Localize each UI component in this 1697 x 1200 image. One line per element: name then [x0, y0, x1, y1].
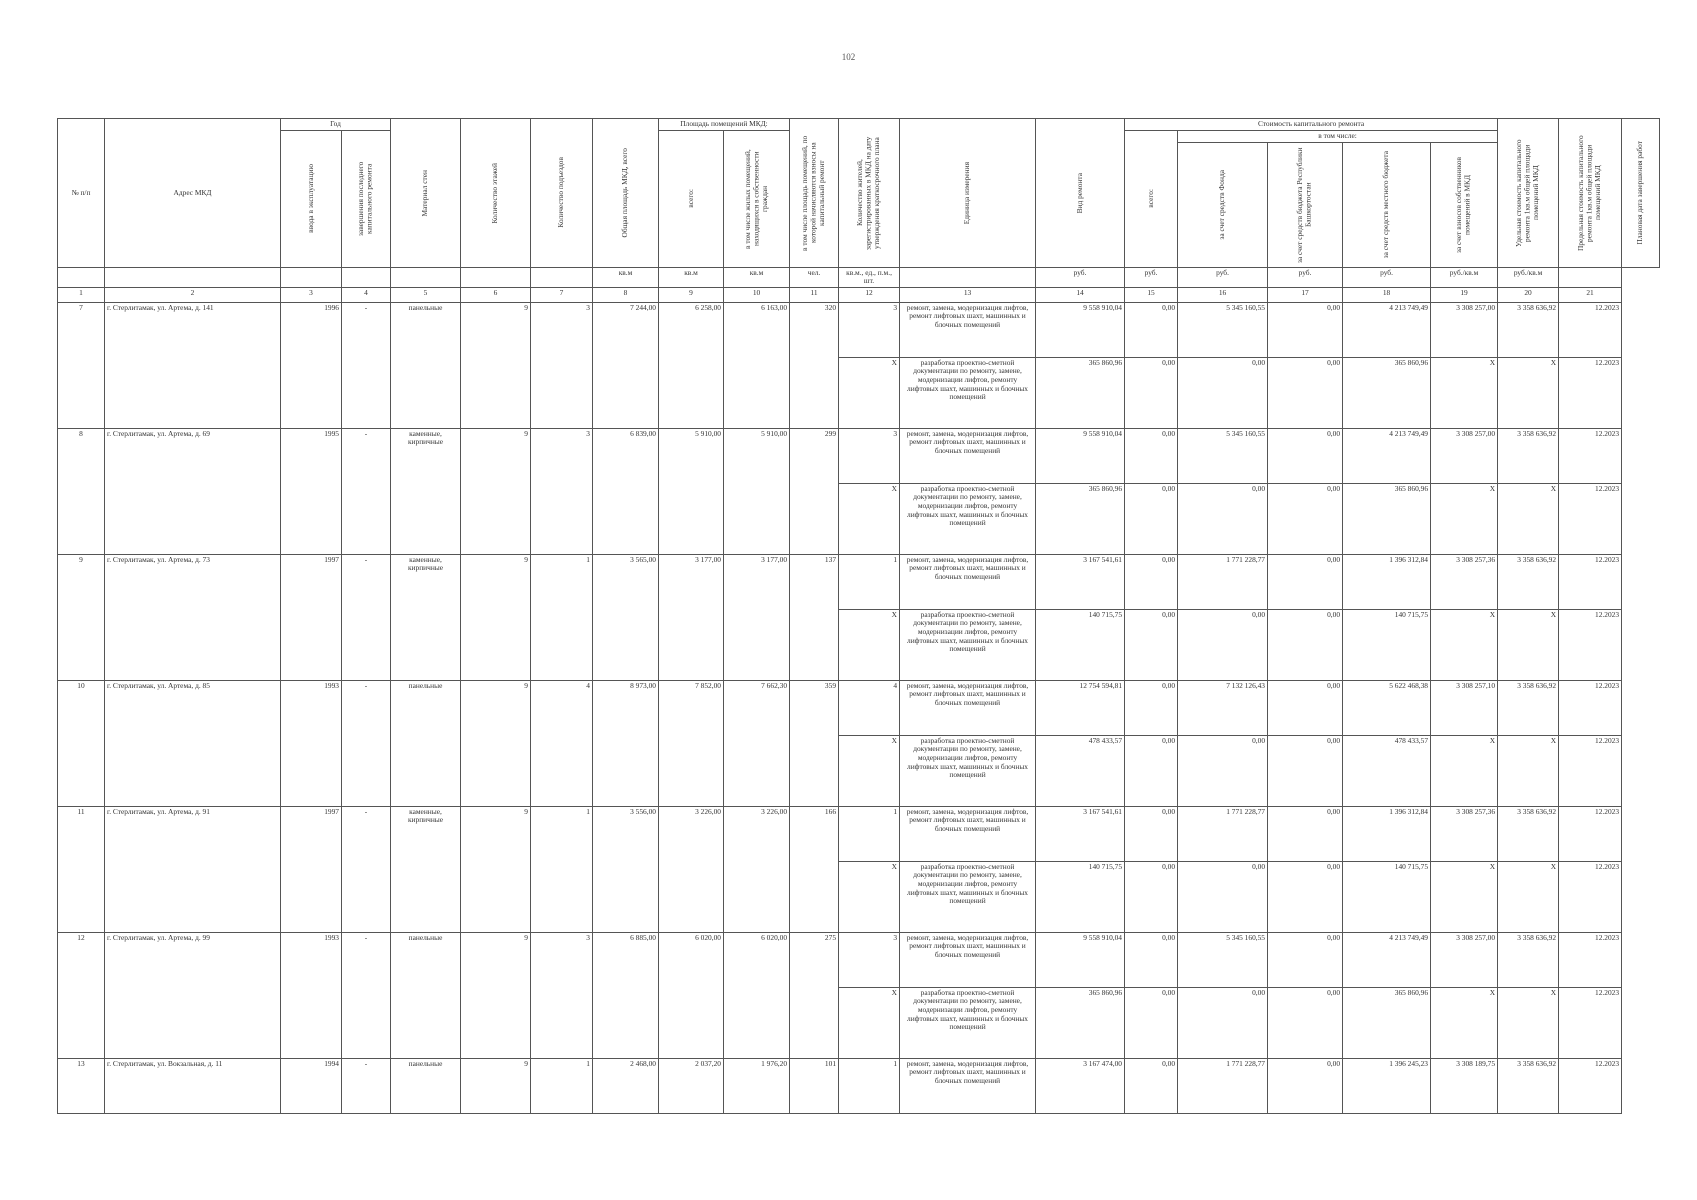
table-cell: 0,00 — [1268, 428, 1343, 483]
table-cell: 1 — [531, 554, 593, 680]
table-cell — [105, 267, 281, 287]
table-cell: 140 715,75 — [1036, 861, 1125, 932]
table-cell: 0,00 — [1268, 357, 1343, 428]
table-row — [58, 680, 1660, 735]
table-cell: 7 132 126,43 — [1178, 680, 1268, 735]
table-cell: ремонт, замена, модернизация лифтов, ремонт лифтовых шахт, машинных и блочных помещений — [900, 428, 1036, 483]
column-numbers-row — [58, 287, 1660, 302]
table-cell: 1 — [531, 1058, 593, 1113]
table-cell: X — [1431, 735, 1498, 806]
table-cell: 9 — [461, 680, 531, 806]
table-cell: 3 308 189,75 — [1431, 1058, 1498, 1113]
table-cell: г. Стерлитамак, ул. Артема, д. 91 — [105, 806, 281, 932]
header-floors: Количество этажей — [461, 119, 531, 268]
table-cell: 101 — [790, 1058, 839, 1113]
table-cell: - — [342, 302, 391, 428]
table-cell: X — [839, 357, 900, 428]
table-cell: 4 213 749,49 — [1343, 302, 1431, 357]
table-cell: X — [1498, 483, 1559, 554]
table-cell: панельные — [391, 680, 461, 806]
table-cell: 13 — [900, 287, 1036, 302]
table-cell: 7 852,00 — [659, 680, 724, 806]
table-cell: 3 358 636,92 — [1498, 932, 1559, 987]
table-cell: 137 — [790, 554, 839, 680]
table-cell: - — [342, 806, 391, 932]
table-cell: ремонт, замена, модернизация лифтов, ремонт лифтовых шахт, машинных и блочных помещений — [900, 680, 1036, 735]
table-cell: 1993 — [281, 680, 342, 806]
table-cell: 12.2023 — [1559, 861, 1622, 932]
table-cell: 12 — [839, 287, 900, 302]
table-cell: 6 258,00 — [659, 302, 724, 428]
header-max-cost: Предельная стоимость капитального ремонта 1кв.м общей площади помещений МКД — [1559, 119, 1622, 268]
table-cell: 478 433,57 — [1036, 735, 1125, 806]
table-cell: 7 662,30 — [724, 680, 790, 806]
table-cell: 15 — [1125, 287, 1178, 302]
table-cell: 0,00 — [1268, 735, 1343, 806]
table-cell: 3 565,00 — [593, 554, 659, 680]
table-cell: 478 433,57 — [1343, 735, 1431, 806]
table-cell: X — [839, 609, 900, 680]
table-cell: X — [839, 483, 900, 554]
table-cell: 0,00 — [1125, 680, 1178, 735]
header-deadline: Плановая дата завершения работ — [1622, 119, 1660, 268]
header-unit-cost: Удельная стоимость капитального ремонта 1кв.м общей площади помещений МКД — [1498, 119, 1559, 268]
table-cell — [461, 267, 531, 287]
table-cell: 1996 — [281, 302, 342, 428]
table-header — [58, 119, 1660, 303]
table-cell: 6 839,00 — [593, 428, 659, 554]
table-cell — [58, 267, 105, 287]
table-cell: г. Стерлитамак, ул. Артема, д. 85 — [105, 680, 281, 806]
header-year-last-repair: завершения последнего капитального ремонта — [342, 131, 391, 268]
table-cell: 6 020,00 — [659, 932, 724, 1058]
table-cell: 12.2023 — [1559, 609, 1622, 680]
table-cell: 12.2023 — [1559, 806, 1622, 861]
table-cell: 1997 — [281, 554, 342, 680]
table-cell — [391, 267, 461, 287]
table-cell: разработка проектно-сметной документации по ремонту, замене, модернизации лифтов, ремонту лифтовых шахт, машинных и блочных помещений — [900, 483, 1036, 554]
table-cell: 3 — [531, 302, 593, 428]
table-cell: 0,00 — [1178, 735, 1268, 806]
table-cell: кв.м — [659, 267, 724, 287]
table-cell: - — [342, 932, 391, 1058]
table-cell: 0,00 — [1178, 483, 1268, 554]
table-cell: 365 860,96 — [1343, 987, 1431, 1058]
table-cell: 17 — [1268, 287, 1343, 302]
table-cell: 365 860,96 — [1343, 357, 1431, 428]
table-row — [58, 806, 1660, 861]
table-cell: 275 — [790, 932, 839, 1058]
table-cell: 12.2023 — [1559, 932, 1622, 987]
table-cell: 3 308 257,00 — [1431, 932, 1498, 987]
table-cell: 365 860,96 — [1036, 357, 1125, 428]
table-cell: 0,00 — [1125, 357, 1178, 428]
table-cell: 4 213 749,49 — [1343, 932, 1431, 987]
table-cell: 5 345 160,55 — [1178, 428, 1268, 483]
table-cell: ремонт, замена, модернизация лифтов, ремонт лифтовых шахт, машинных и блочных помещений — [900, 302, 1036, 357]
table-cell: 4 — [531, 680, 593, 806]
table-cell: каменные, кирпичные — [391, 428, 461, 554]
table-cell: - — [342, 554, 391, 680]
table-cell: 0,00 — [1125, 806, 1178, 861]
table-cell: 12.2023 — [1559, 987, 1622, 1058]
header-year-group: Год — [281, 119, 391, 131]
table-cell: 1 771 228,77 — [1178, 1058, 1268, 1113]
table-cell: X — [1498, 735, 1559, 806]
table-cell: 3 308 257,00 — [1431, 428, 1498, 483]
header-premises-group: Площадь помещений МКД: — [659, 119, 790, 131]
header-total-area: Общая площадь МКД, всего — [593, 119, 659, 268]
table-cell: 9 — [461, 554, 531, 680]
header-including: в том числе: — [1178, 131, 1498, 143]
table-cell: X — [1431, 987, 1498, 1058]
table-cell: 0,00 — [1268, 1058, 1343, 1113]
table-cell: 12.2023 — [1559, 554, 1622, 609]
table-body — [58, 302, 1660, 1113]
table-cell: г. Стерлитамак, ул. Артема, д. 69 — [105, 428, 281, 554]
table-cell: 1995 — [281, 428, 342, 554]
table-cell: панельные — [391, 932, 461, 1058]
table-cell: 12.2023 — [1559, 735, 1622, 806]
table-cell: 12.2023 — [1559, 1058, 1622, 1113]
table-cell: чел. — [790, 267, 839, 287]
table-cell: 1 771 228,77 — [1178, 806, 1268, 861]
table-cell: 11 — [58, 806, 105, 932]
table-cell — [281, 267, 342, 287]
table-cell: 359 — [790, 680, 839, 806]
table-cell: разработка проектно-сметной документации по ремонту, замене, модернизации лифтов, ремонту лифтовых шахт, машинных и блочных помещений — [900, 987, 1036, 1058]
table-cell: 0,00 — [1268, 861, 1343, 932]
table-cell: ремонт, замена, модернизация лифтов, ремонт лифтовых шахт, машинных и блочных помещений — [900, 554, 1036, 609]
table-cell: 3 167 541,61 — [1036, 806, 1125, 861]
table-cell: руб. — [1125, 267, 1178, 287]
table-cell: - — [342, 680, 391, 806]
table-cell: 3 358 636,92 — [1498, 1058, 1559, 1113]
table-cell: 19 — [1431, 287, 1498, 302]
table-cell: г. Стерлитамак, ул. Вокзальная, д. 11 — [105, 1058, 281, 1113]
table-cell: 0,00 — [1125, 302, 1178, 357]
table-cell: 140 715,75 — [1343, 861, 1431, 932]
table-cell: 6 020,00 — [724, 932, 790, 1058]
table-cell: 10 — [724, 287, 790, 302]
table-cell: 0,00 — [1125, 735, 1178, 806]
table-cell: ремонт, замена, модернизация лифтов, ремонт лифтовых шахт, машинных и блочных помещений — [900, 932, 1036, 987]
table-cell: 1994 — [281, 1058, 342, 1113]
table-cell: 1 396 312,84 — [1343, 554, 1431, 609]
table-cell: 5 622 468,38 — [1343, 680, 1431, 735]
table-cell: 7 — [531, 287, 593, 302]
table-cell: 299 — [790, 428, 839, 554]
table-cell: 1 — [839, 806, 900, 861]
header-premises-paying: в том числе жилых помещений, находящихся в собственности граждан — [724, 131, 790, 268]
header-cost-owners: за счет взносов собственников помещений в МКД — [1431, 142, 1498, 267]
table-cell: 5 — [391, 287, 461, 302]
table-cell: 365 860,96 — [1036, 987, 1125, 1058]
table-cell: разработка проектно-сметной документации по ремонту, замене, модернизации лифтов, ремонту лифтовых шахт, машинных и блочных помещений — [900, 357, 1036, 428]
table-cell: 0,00 — [1178, 987, 1268, 1058]
table-cell: 1 — [58, 287, 105, 302]
table-cell: 0,00 — [1268, 554, 1343, 609]
table-cell: 0,00 — [1268, 680, 1343, 735]
table-cell: 3 — [839, 428, 900, 483]
table-cell: X — [1498, 987, 1559, 1058]
table-cell: 8 — [593, 287, 659, 302]
table-cell: 9 558 910,04 — [1036, 428, 1125, 483]
table-cell: 7 244,00 — [593, 302, 659, 428]
table-row — [58, 428, 1660, 483]
table-cell: 3 — [531, 932, 593, 1058]
table-cell: 3 177,00 — [659, 554, 724, 680]
table-cell: - — [342, 1058, 391, 1113]
table-cell: 0,00 — [1125, 861, 1178, 932]
table-cell: 13 — [58, 1058, 105, 1113]
table-cell: 7 — [58, 302, 105, 428]
table-cell: 3 — [839, 932, 900, 987]
table-cell: 365 860,96 — [1343, 483, 1431, 554]
table-cell: 0,00 — [1178, 861, 1268, 932]
table-cell: 9 — [461, 932, 531, 1058]
table-cell: 3 556,00 — [593, 806, 659, 932]
table-cell: 0,00 — [1125, 932, 1178, 987]
table-cell: 9 — [461, 1058, 531, 1113]
table-cell: 3 358 636,92 — [1498, 554, 1559, 609]
table-cell: 11 — [790, 287, 839, 302]
table-cell: руб./кв.м — [1498, 267, 1559, 287]
table-cell: ремонт, замена, модернизация лифтов, ремонт лифтовых шахт, машинных и блочных помещений — [900, 1058, 1036, 1113]
table-cell: 3 — [531, 428, 593, 554]
table-cell: 5 910,00 — [724, 428, 790, 554]
table-cell: 0,00 — [1125, 609, 1178, 680]
table-cell: 16 — [1178, 287, 1268, 302]
table-cell: 0,00 — [1268, 932, 1343, 987]
table-cell: 1 — [839, 554, 900, 609]
header-num: № п/п — [58, 119, 105, 268]
header-premises-total: всего: — [659, 131, 724, 268]
table-cell: кв.м., ед., п.м., шт. — [839, 267, 900, 287]
table-cell: 21 — [1559, 287, 1622, 302]
header-contrib-area: в том числе площадь помещений, по которой начисляются взносы на капитальный ремонт — [790, 119, 839, 268]
table-cell: 3 308 257,00 — [1431, 302, 1498, 357]
table-cell: X — [1498, 357, 1559, 428]
table-cell: 1 396 245,23 — [1343, 1058, 1431, 1113]
table-cell: 3 — [839, 302, 900, 357]
table-cell — [1559, 267, 1622, 287]
table-cell: 20 — [1498, 287, 1559, 302]
table-cell: 0,00 — [1268, 806, 1343, 861]
table-cell: 4 — [342, 287, 391, 302]
table-cell: разработка проектно-сметной документации по ремонту, замене, модернизации лифтов, ремонту лифтовых шахт, машинных и блочных помещений — [900, 735, 1036, 806]
table-cell: 0,00 — [1125, 428, 1178, 483]
table-cell: 0,00 — [1125, 554, 1178, 609]
table-cell: 12.2023 — [1559, 680, 1622, 735]
table-cell: 9 — [58, 554, 105, 680]
header-year-commission: ввода в эксплуатацию — [281, 131, 342, 268]
table-cell: 5 910,00 — [659, 428, 724, 554]
table-cell: 12.2023 — [1559, 428, 1622, 483]
table-cell: 4 — [839, 680, 900, 735]
table-cell: 12.2023 — [1559, 483, 1622, 554]
table-cell: 9 558 910,04 — [1036, 302, 1125, 357]
table-cell: 6 163,00 — [724, 302, 790, 428]
table-cell — [342, 267, 391, 287]
table-cell: руб. — [1178, 267, 1268, 287]
table-cell: 9 — [461, 806, 531, 932]
table-cell: 1 — [839, 1058, 900, 1113]
table-cell: 3 308 257,10 — [1431, 680, 1498, 735]
table-cell: 0,00 — [1268, 483, 1343, 554]
table-cell: X — [839, 987, 900, 1058]
table-cell: ремонт, замена, модернизация лифтов, ремонт лифтовых шахт, машинных и блочных помещений — [900, 806, 1036, 861]
table-cell: 0,00 — [1125, 987, 1178, 1058]
table-cell: 5 345 160,55 — [1178, 302, 1268, 357]
table-cell: X — [1431, 861, 1498, 932]
table-cell: руб./кв.м — [1431, 267, 1498, 287]
header-unit: Единица измерения — [900, 119, 1036, 268]
table-cell: 6 — [461, 287, 531, 302]
table-row — [58, 302, 1660, 357]
table-cell: 0,00 — [1268, 987, 1343, 1058]
table-cell: панельные — [391, 302, 461, 428]
table-cell: 18 — [1343, 287, 1431, 302]
table-cell: 8 — [58, 428, 105, 554]
table-cell: X — [1498, 861, 1559, 932]
header-entrances: Количество подъездов — [531, 119, 593, 268]
table-cell: 3 226,00 — [659, 806, 724, 932]
table-cell: 12.2023 — [1559, 357, 1622, 428]
units-row — [58, 267, 1660, 287]
table-cell: 14 — [1036, 287, 1125, 302]
table-cell: панельные — [391, 1058, 461, 1113]
table-cell: кв.м — [593, 267, 659, 287]
table-cell: разработка проектно-сметной документации по ремонту, замене, модернизации лифтов, ремонту лифтовых шахт, машинных и блочных помещений — [900, 861, 1036, 932]
page-number: 102 — [841, 52, 856, 62]
table-cell: 3 — [281, 287, 342, 302]
table-cell: 2 — [105, 287, 281, 302]
table-cell: 365 860,96 — [1036, 483, 1125, 554]
table-cell: руб. — [1343, 267, 1431, 287]
table-cell: 12 754 594,81 — [1036, 680, 1125, 735]
table-cell: 1 976,20 — [724, 1058, 790, 1113]
table-cell: каменные, кирпичные — [391, 806, 461, 932]
table-cell: разработка проектно-сметной документации по ремонту, замене, модернизации лифтов, ремонту лифтовых шахт, машинных и блочных помещений — [900, 609, 1036, 680]
table-cell — [531, 267, 593, 287]
table-cell: 6 885,00 — [593, 932, 659, 1058]
table-cell: руб. — [1036, 267, 1125, 287]
table-cell: 3 358 636,92 — [1498, 428, 1559, 483]
table-cell: 4 213 749,49 — [1343, 428, 1431, 483]
table-cell: 0,00 — [1125, 1058, 1178, 1113]
header-cost-fund: за счет средств Фонда — [1178, 142, 1268, 267]
table-row — [58, 554, 1660, 609]
table-cell: каменные, кирпичные — [391, 554, 461, 680]
table-cell: 3 358 636,92 — [1498, 806, 1559, 861]
table-cell: 140 715,75 — [1036, 609, 1125, 680]
table-cell: 5 345 160,55 — [1178, 932, 1268, 987]
table-cell: - — [342, 428, 391, 554]
table-cell: 9 — [659, 287, 724, 302]
table-cell: 10 — [58, 680, 105, 806]
table-row — [58, 932, 1660, 987]
table-cell: 1 396 312,84 — [1343, 806, 1431, 861]
header-wall-material: Материал стен — [391, 119, 461, 268]
header-work-type: Вид ремонта — [1036, 119, 1125, 268]
table-cell: 3 177,00 — [724, 554, 790, 680]
capital-repair-table — [57, 118, 1660, 1114]
table-cell: 3 358 636,92 — [1498, 302, 1559, 357]
table-cell: 3 308 257,36 — [1431, 806, 1498, 861]
table-cell: 3 167 474,00 — [1036, 1058, 1125, 1113]
table-cell: 3 226,00 — [724, 806, 790, 932]
table-cell: 3 167 541,61 — [1036, 554, 1125, 609]
header-cost-republic: за счет средств бюджета Республики Башкортостан — [1268, 142, 1343, 267]
table-cell: X — [1431, 483, 1498, 554]
header-address: Адрес МКД — [105, 119, 281, 268]
table-cell: 0,00 — [1125, 483, 1178, 554]
table-cell: г. Стерлитамак, ул. Артема, д. 73 — [105, 554, 281, 680]
table-cell: 3 308 257,36 — [1431, 554, 1498, 609]
table-cell: 9 — [461, 302, 531, 428]
table-cell: 12.2023 — [1559, 302, 1622, 357]
table-cell: 1 771 228,77 — [1178, 554, 1268, 609]
table-cell: 0,00 — [1268, 302, 1343, 357]
table-cell: 9 558 910,04 — [1036, 932, 1125, 987]
table-cell: 1997 — [281, 806, 342, 932]
table-cell: 140 715,75 — [1343, 609, 1431, 680]
table-cell: 0,00 — [1178, 357, 1268, 428]
table-cell: руб. — [1268, 267, 1343, 287]
table-cell: 2 037,20 — [659, 1058, 724, 1113]
header-cost-local: за счет средств местного бюджета — [1343, 142, 1431, 267]
table-cell: 166 — [790, 806, 839, 932]
table-cell: X — [839, 735, 900, 806]
table-cell: 1 — [531, 806, 593, 932]
table-cell: кв.м — [724, 267, 790, 287]
table-cell: X — [839, 861, 900, 932]
table-cell: г. Стерлитамак, ул. Артема, д. 99 — [105, 932, 281, 1058]
table-cell: 0,00 — [1268, 609, 1343, 680]
table-cell: 2 468,00 — [593, 1058, 659, 1113]
table-cell: 320 — [790, 302, 839, 428]
header-residents: Количество жителей, зарегистрированных в МКД на дату утверждения краткосрочного плана — [839, 119, 900, 268]
table-cell: X — [1498, 609, 1559, 680]
header-cost-group: Стоимость капитального ремонта — [1125, 119, 1498, 131]
table-cell: 12 — [58, 932, 105, 1058]
table-cell: 0,00 — [1178, 609, 1268, 680]
table-cell: X — [1431, 609, 1498, 680]
table-cell: 1993 — [281, 932, 342, 1058]
header-cost-total: всего: — [1125, 131, 1178, 268]
table-cell — [900, 267, 1036, 287]
table-cell: 3 358 636,92 — [1498, 680, 1559, 735]
table-cell: X — [1431, 357, 1498, 428]
table-cell: 8 973,00 — [593, 680, 659, 806]
table-row — [58, 1058, 1660, 1113]
table-cell: 9 — [461, 428, 531, 554]
table-cell: г. Стерлитамак, ул. Артема, д. 141 — [105, 302, 281, 428]
